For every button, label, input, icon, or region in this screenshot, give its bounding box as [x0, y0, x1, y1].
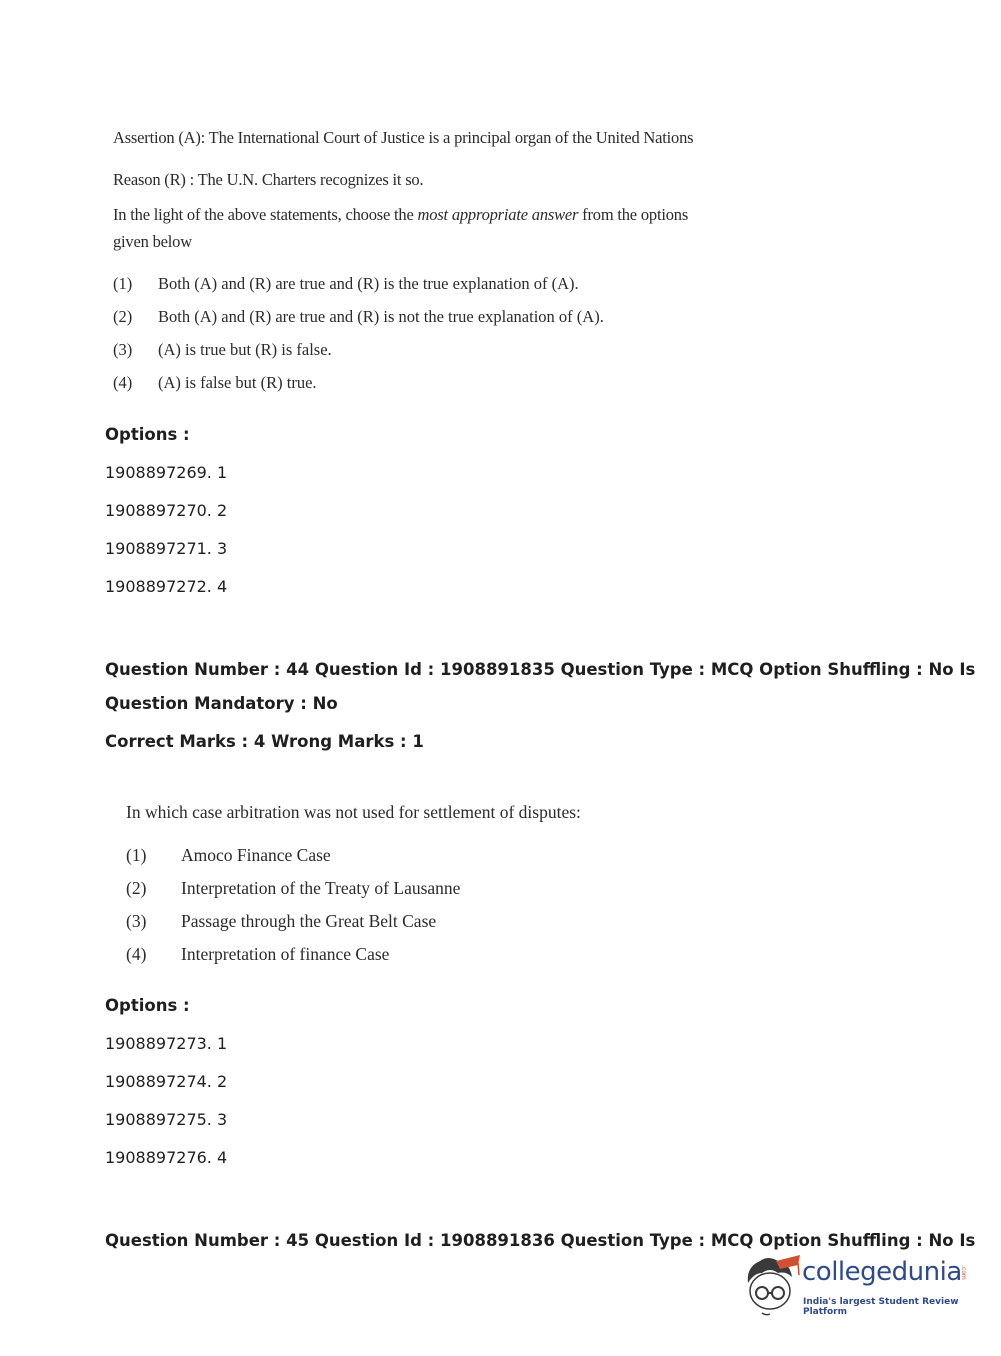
- q43-choice: [113, 274, 713, 296]
- choice-text: Interpretation of the Treaty of Lausanne: [181, 878, 461, 898]
- q43-choice: [113, 340, 713, 362]
- options-label: Options :: [105, 425, 190, 444]
- choice-text: Amoco Finance Case: [181, 845, 331, 865]
- q44-choice: [126, 911, 726, 935]
- q44-choice: [126, 944, 726, 968]
- option-id: 1908897275. 3: [105, 1110, 228, 1129]
- choice-text: Interpretation of finance Case: [181, 944, 390, 964]
- question-marks: Correct Marks : 4 Wrong Marks : 1: [105, 732, 424, 751]
- reason-text: Reason (R) : The U.N. Charters recognizes it so.: [113, 170, 424, 189]
- q44-choice: [126, 845, 726, 869]
- choice-text: (A) is false but (R) true.: [158, 373, 317, 392]
- choice-number: (3): [126, 911, 147, 931]
- choice-number: (2): [113, 307, 133, 326]
- logo-suffix: .com: [960, 1265, 967, 1280]
- option-id: 1908897271. 3: [105, 539, 228, 558]
- question-meta: Question Number : 44 Question Id : 1908891835 Question Type : MCQ Option Shuffling : No Is: [105, 660, 976, 679]
- choice-text: Both (A) and (R) are true and (R) is not the true explanation of (A).: [158, 307, 604, 326]
- question-mandatory: Question Mandatory : No: [105, 694, 338, 713]
- question-meta: Question Number : 45 Question Id : 1908891836 Question Type : MCQ Option Shuffling : No Is: [105, 1231, 976, 1250]
- choice-text: Passage through the Great Belt Case: [181, 911, 437, 931]
- choice-text: (A) is true but (R) is false.: [158, 340, 332, 359]
- choice-number: (1): [126, 845, 147, 865]
- question-text: In which case arbitration was not used for settlement of disputes:: [126, 802, 581, 822]
- option-id: 1908897273. 1: [105, 1034, 228, 1053]
- choice-number: (4): [113, 373, 133, 392]
- option-id: 1908897270. 2: [105, 501, 228, 520]
- instruction-emphasis: most appropriate answer: [417, 205, 579, 224]
- logo-tagline: India's largest Student Review Platform: [803, 1297, 959, 1317]
- options-label: Options :: [105, 996, 190, 1015]
- choice-number: (3): [113, 340, 133, 359]
- choice-number: (2): [126, 878, 147, 898]
- collegedunia-logo: [742, 1253, 972, 1321]
- instruction-text: [113, 205, 688, 225]
- instruction-text-line2: given below: [113, 232, 192, 251]
- mascot-icon: [742, 1253, 802, 1319]
- assertion-text: Assertion (A): The International Court of Justice is a principal organ of the United Nations: [113, 128, 694, 147]
- logo-wordmark: collegedunia: [802, 1257, 962, 1287]
- option-id: 1908897269. 1: [105, 463, 228, 482]
- choice-number: (4): [126, 944, 147, 964]
- option-id: 1908897272. 4: [105, 577, 228, 596]
- q44-choice: [126, 878, 726, 902]
- q43-choice: [113, 373, 713, 395]
- instruction-post: from the options: [578, 205, 689, 224]
- choice-number: (1): [113, 274, 133, 293]
- q43-choice: [113, 307, 713, 329]
- choice-text: Both (A) and (R) are true and (R) is the true explanation of (A).: [158, 274, 579, 293]
- instruction-pre: In the light of the above statements, choose the: [113, 205, 418, 224]
- option-id: 1908897274. 2: [105, 1072, 228, 1091]
- option-id: 1908897276. 4: [105, 1148, 228, 1167]
